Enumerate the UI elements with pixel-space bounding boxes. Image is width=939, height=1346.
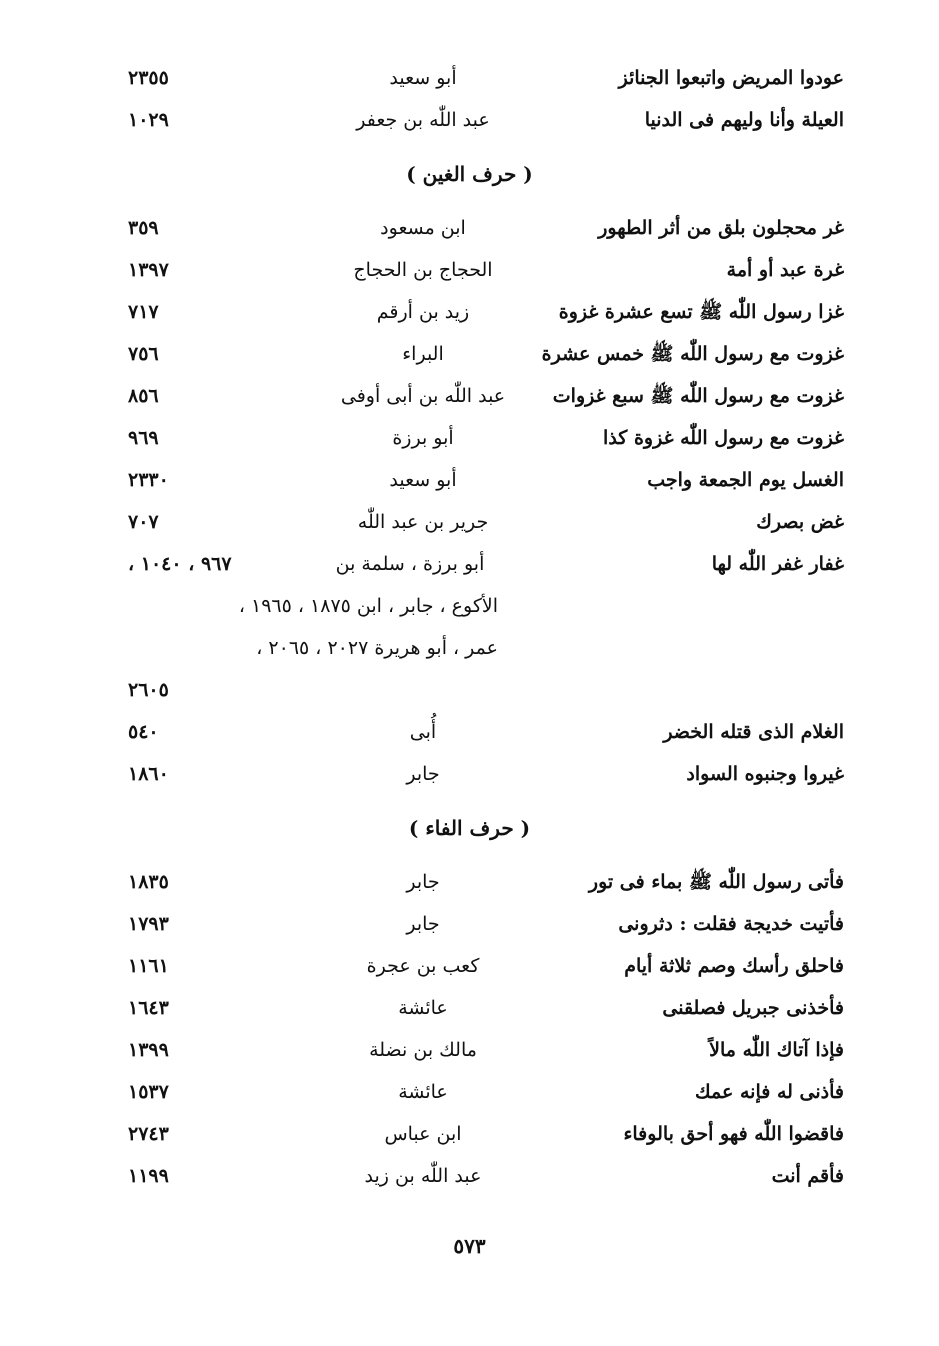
narrator: أبو برزة (392, 427, 454, 449)
hadith-text: الغسل يوم الجمعة واجب (647, 469, 844, 491)
hadith-text: فأقم أنت (771, 1165, 844, 1187)
index-row (0, 1034, 939, 1076)
section-heading-ghain: ( حرف الغين ) (406, 162, 533, 186)
index-row (0, 758, 939, 800)
hadith-number: ٨٥٦ (128, 385, 159, 407)
narrator: عائشة (398, 1081, 448, 1103)
hadith-number: ٩٦٧ ، ١٠٤٠ ، (128, 553, 232, 575)
narrator: أبو سعيد (389, 469, 457, 491)
hadith-text: غض بصرك (756, 511, 844, 533)
hadith-text: غزا رسول اللّٰه ﷺ تسع عشرة غزوة (558, 301, 844, 323)
narrator: كعب بن عجرة (366, 955, 480, 977)
hadith-text: فاحلق رأسك وصم ثلاثة أيام (624, 955, 844, 977)
index-row (0, 950, 939, 992)
hadith-number: ١٧٩٣ (128, 913, 169, 935)
hadith-number: ٣٥٩ (128, 217, 159, 239)
continuation-line (0, 590, 939, 632)
index-row (0, 716, 939, 758)
hadith-number: ١٨٦٠ (128, 763, 169, 785)
hadith-text: غزوت مع رسول اللّٰه ﷺ سبع غزوات (552, 385, 844, 407)
hadith-text: فأخذنى جبريل فصلقنى (662, 997, 844, 1019)
continuation-text: عمر ، أبو هريرة ٢٠٢٧ ، ٢٠٦٥ ، (256, 637, 498, 659)
narrator: جابر (406, 871, 440, 893)
narrator: جابر (406, 913, 440, 935)
continuation-line (0, 632, 939, 674)
hadith-text: فأتى رسول اللّٰه ﷺ بماء فى تور (588, 871, 844, 893)
hadith-text: فإذا آتاك اللّٰه مالاً (709, 1039, 844, 1061)
hadith-number: ٢٧٤٣ (128, 1123, 169, 1145)
section-heading-fa: ( حرف الفاء ) (408, 816, 531, 840)
hadith-text: غفار غفر اللّٰه لها (711, 553, 844, 575)
index-row (0, 380, 939, 422)
continuation-text: الأكوع ، جابر ، ابن ١٨٧٥ ، ١٩٦٥ ، (238, 595, 498, 617)
hadith-number: ٢٣٥٥ (128, 67, 169, 89)
index-row (0, 338, 939, 380)
index-row (0, 212, 939, 254)
hadith-text: العيلة وأنا وليهم فى الدنيا (644, 109, 844, 131)
index-row (0, 506, 939, 548)
narrator: أُبى (409, 721, 437, 743)
narrator: ابن مسعود (380, 217, 466, 239)
hadith-number: ١٦٤٣ (128, 997, 169, 1019)
hadith-number: ١٣٩٧ (128, 259, 169, 281)
continuation-line (0, 674, 939, 716)
hadith-number: ١٣٩٩ (128, 1039, 169, 1061)
hadith-text: عودوا المريض واتبعوا الجنائز (618, 67, 844, 89)
hadith-text: غزوت مع رسول اللّٰه ﷺ خمس عشرة (541, 343, 844, 365)
hadith-text: فاقضوا اللّٰه فهو أحق بالوفاء (623, 1123, 844, 1145)
hadith-number: ٥٤٠ (128, 721, 159, 743)
index-row (0, 464, 939, 506)
hadith-text: فأذنى له فإنه عمك (695, 1081, 844, 1103)
hadith-number: ٢٣٣٠ (128, 469, 169, 491)
index-row (0, 104, 939, 146)
hadith-text: غزوت مع رسول اللّٰه غزوة كذا (603, 427, 844, 449)
index-row (0, 1076, 939, 1118)
index-row (0, 62, 939, 104)
hadith-number: ١٥٣٧ (128, 1081, 169, 1103)
narrator: عبد اللّٰه بن زيد (364, 1165, 482, 1187)
index-row (0, 992, 939, 1034)
hadith-text: الغلام الذى قتله الخضر (663, 721, 844, 743)
hadith-number: ١٨٣٥ (128, 871, 169, 893)
index-row (0, 296, 939, 338)
index-row (0, 908, 939, 950)
hadith-text: غيروا وجنبوه السواد (686, 763, 844, 785)
hadith-number: ٩٦٩ (128, 427, 159, 449)
narrator: زيد بن أرقم (376, 301, 470, 323)
narrator: أبو برزة ، سلمة بن (335, 553, 485, 575)
hadith-number: ٧٥٦ (128, 343, 159, 365)
index-row (0, 866, 939, 908)
narrator: ابن عباس (384, 1123, 462, 1145)
hadith-number: ٢٦٠٥ (128, 679, 169, 701)
narrator: البراء (402, 343, 444, 365)
hadith-number: ١١٩٩ (128, 1165, 169, 1187)
index-row (0, 254, 939, 296)
index-row (0, 422, 939, 464)
narrator: أبو سعيد (389, 67, 457, 89)
narrator: جابر (406, 763, 440, 785)
hadith-text: غر محجلون بلق من أثر الطهور (598, 217, 844, 239)
narrator: الحجاج بن الحجاج (353, 259, 493, 281)
hadith-number: ١١٦١ (128, 955, 169, 977)
hadith-text: فأتيت خديجة فقلت : دثرونى (618, 913, 844, 935)
index-row (0, 1160, 939, 1202)
hadith-number: ٧١٧ (128, 301, 159, 323)
hadith-number: ١٠٢٩ (128, 109, 169, 131)
index-row (0, 1118, 939, 1160)
narrator: جرير بن عبد اللّٰه (357, 511, 489, 533)
hadith-number: ٧٠٧ (128, 511, 159, 533)
hadith-text: غرة عبد أو أمة (726, 259, 844, 281)
narrator: عبد اللّٰه بن أبى أوفى (340, 385, 506, 407)
page-number: ٥٧٣ (453, 1234, 486, 1258)
narrator: عبد اللّٰه بن جعفر (356, 109, 490, 131)
index-row (0, 548, 939, 590)
narrator: مالك بن نضلة (369, 1039, 477, 1061)
narrator: عائشة (398, 997, 448, 1019)
